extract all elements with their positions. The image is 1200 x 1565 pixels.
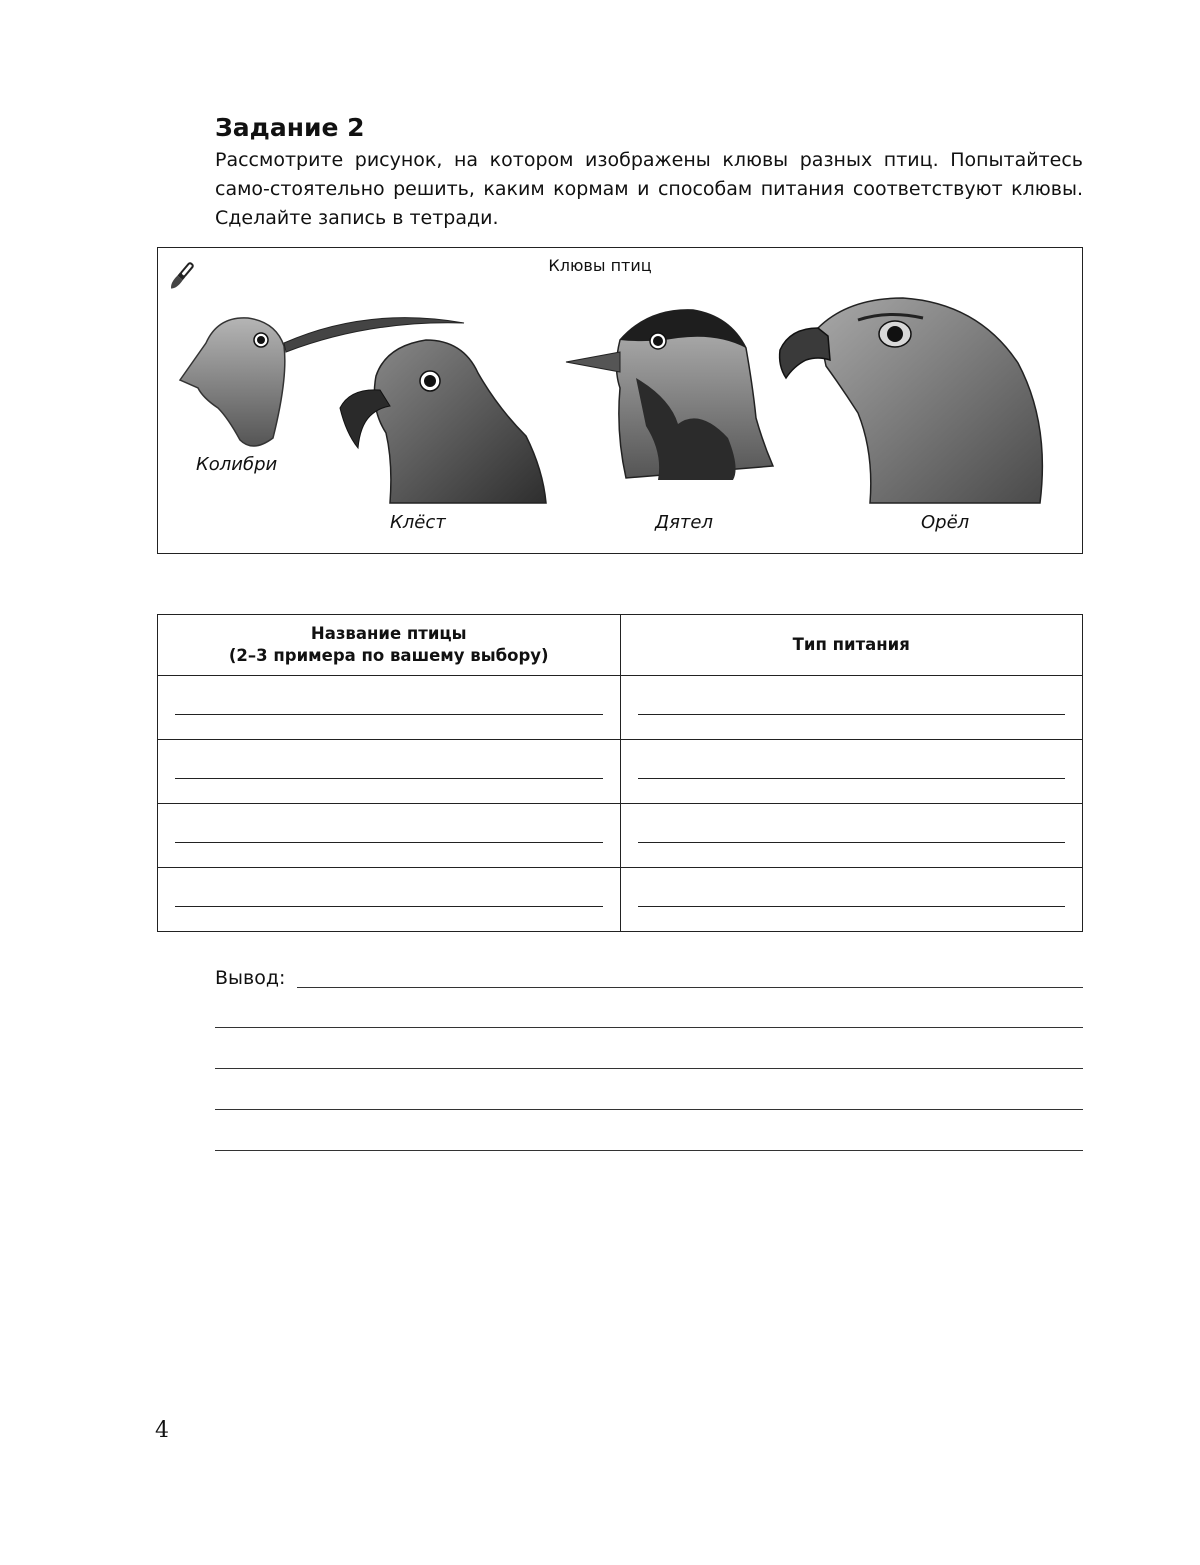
bird-label-crossbill: Клёст xyxy=(390,512,446,533)
table-row xyxy=(158,868,1083,932)
conclusion-label: Вывод: xyxy=(215,967,286,989)
answer-cell[interactable] xyxy=(158,676,621,740)
table-header-row xyxy=(158,615,1083,676)
answer-cell[interactable] xyxy=(158,740,621,804)
write-line xyxy=(638,714,1066,715)
page-number: 4 xyxy=(155,1418,169,1443)
answer-cell[interactable] xyxy=(620,804,1083,868)
answer-cell[interactable] xyxy=(158,804,621,868)
answer-table xyxy=(157,614,1083,932)
answer-cell[interactable] xyxy=(620,676,1083,740)
write-line xyxy=(175,778,603,779)
write-line xyxy=(638,778,1066,779)
answer-cell[interactable] xyxy=(620,868,1083,932)
write-line xyxy=(175,906,603,907)
write-line xyxy=(175,714,603,715)
figure-title: Клювы птиц xyxy=(548,256,652,275)
column-header-bird-name xyxy=(158,615,621,676)
header-line-1: Название птицы xyxy=(310,624,467,643)
table-row xyxy=(158,804,1083,868)
eagle-drawing xyxy=(780,298,1043,503)
answer-cell[interactable] xyxy=(158,868,621,932)
write-line xyxy=(638,842,1066,843)
table-row xyxy=(158,676,1083,740)
conclusion-line[interactable] xyxy=(215,1027,1083,1028)
woodpecker-drawing xyxy=(566,310,773,480)
bird-label-hummingbird: Колибри xyxy=(196,454,278,475)
bird-beaks-illustration xyxy=(158,248,1082,553)
write-line xyxy=(175,842,603,843)
table-row xyxy=(158,740,1083,804)
column-header-feeding-type: Тип питания xyxy=(620,615,1083,676)
header-line-2: (2–3 примера по вашему выбору) xyxy=(228,646,549,665)
bird-label-woodpecker: Дятел xyxy=(655,512,713,533)
write-line xyxy=(638,906,1066,907)
bird-label-eagle: Орёл xyxy=(921,512,970,533)
task-title: Задание 2 xyxy=(215,113,365,142)
conclusion-line[interactable] xyxy=(215,1150,1083,1151)
conclusion-line[interactable] xyxy=(215,1068,1083,1069)
task-instructions: Рассмотрите рисунок, на котором изображены клювы разных птиц. Попытайтесь само-стоятельно решить, каким кормам и способам питания соответствуют клювы. Сделайте запись в тетради. xyxy=(215,149,1083,229)
conclusion-line[interactable] xyxy=(215,1109,1083,1110)
crossbill-drawing xyxy=(340,340,546,503)
answer-cell[interactable] xyxy=(620,740,1083,804)
conclusion-line[interactable] xyxy=(297,987,1083,988)
